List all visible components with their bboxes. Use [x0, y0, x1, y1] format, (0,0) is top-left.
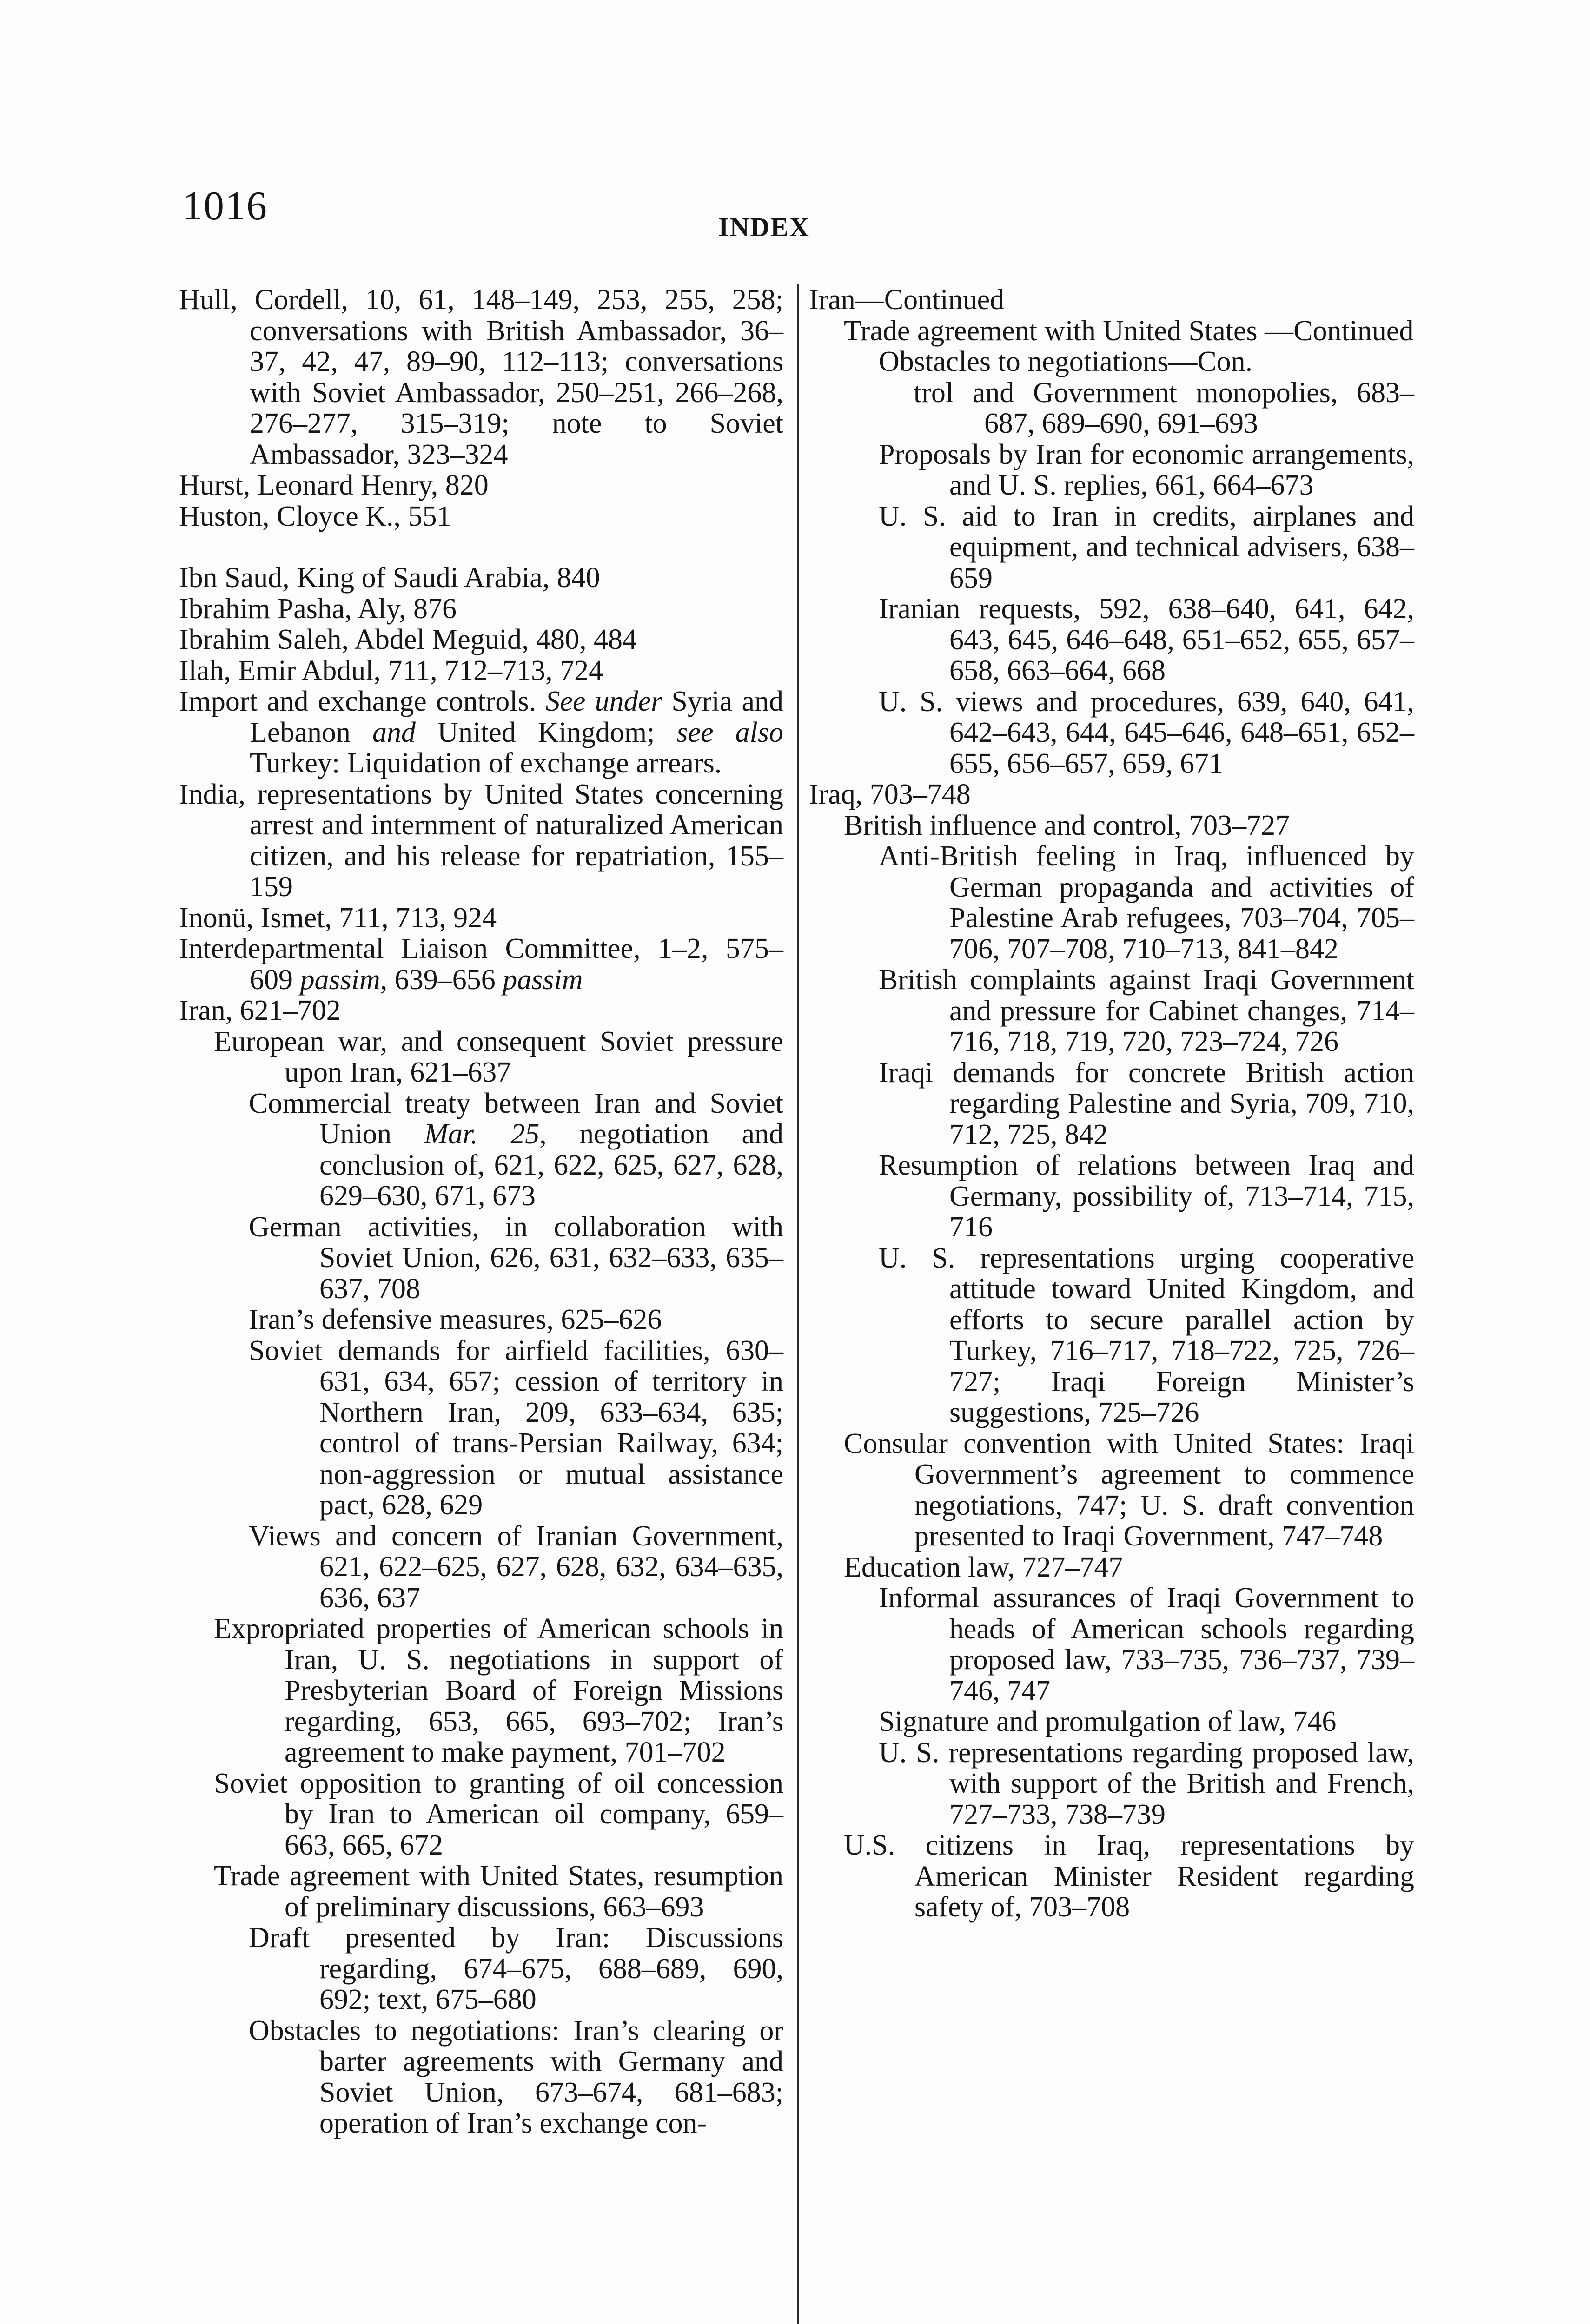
column-divider [797, 284, 799, 2324]
entry-text: Iraq, 703–748 [809, 779, 971, 810]
entry-text: Import and exchange controls. [179, 686, 546, 717]
entry-text: Trade agreement with United States, resumption of preliminary discussions, 663–693 [214, 1860, 783, 1923]
italic-text: Mar. 25 [424, 1118, 540, 1150]
index-subentry [179, 1861, 783, 1922]
index-entry [179, 594, 783, 625]
entry-text: Iraqi demands for concrete British action regarding Palestine and Syria, 709, 710, 712, 725, 842 [879, 1056, 1414, 1150]
index-subentry [179, 1088, 783, 1212]
index-subentry [809, 377, 1414, 439]
entry-text: Ilah, Emir Abdul, 711, 712–713, 724 [179, 654, 603, 687]
index-subentry [179, 1922, 783, 2015]
entry-text: Ibrahim Saleh, Abdel Meguid, 480, 484 [179, 624, 637, 655]
entry-text: Iran’s defensive measures, 625–626 [249, 1304, 662, 1335]
entry-text: Iranian requests, 592, 638–640, 641, 642, 643, 645, 646–648, 651–652, 655, 657–658, 663–664, 668 [879, 593, 1414, 687]
index-entry [179, 655, 783, 687]
entry-text: Hull, Cordell, 10, 61, 148–149, 253, 255, 258; conversations with British Ambassador, 36–37, 42, 47, 89–90, 112–113; conversations with Soviet Ambassador, 250–251, 266–268, 276–277, 315–319; note to Soviet Ambassador, 323–324 [179, 284, 783, 470]
index-subentry [179, 1335, 783, 1521]
entry-text: European war, and consequent Soviet pressure upon Iran, 621–637 [214, 1025, 783, 1088]
index-entry [179, 284, 783, 470]
entry-text: Signature and promulgation of law, 746 [879, 1706, 1337, 1737]
index-subentry [179, 2015, 783, 2139]
entry-text: , negotiation and conclusion of, 621, 622, 625, 627, 628, 629–630, 671, 673 [319, 1118, 783, 1212]
index-subentry [809, 346, 1414, 377]
entry-text: United Kingdom; [415, 716, 677, 748]
index-subentry [179, 1521, 783, 1614]
entry-text: U. S. views and procedures, 639, 640, 641, 642–643, 644, 645–646, 648–651, 652–655, 656–657, 659, 671 [879, 686, 1414, 779]
entry-text: Ibrahim Pasha, Aly, 876 [179, 593, 457, 625]
entry-text: Syria and Lebanon [250, 686, 783, 748]
index-entry [179, 562, 783, 594]
entry-text: Informal assurances of Iraqi Government to heads of American schools regarding proposed law, 733–735, 736–737, 739–746, 747 [879, 1582, 1414, 1707]
index-entry [179, 686, 783, 779]
entry-text: U. S. representations regarding proposed law, with support of the British and French, 727–733, 738–739 [879, 1736, 1414, 1830]
index-subentry [179, 1304, 783, 1335]
index-subentry [809, 501, 1414, 594]
index-letter-gap [179, 532, 783, 562]
index-subentry [809, 1057, 1414, 1150]
index-subentry [179, 1212, 783, 1305]
index-subentry [809, 810, 1414, 841]
entry-text: Interdepartmental Liaison Committee, 1–2, 575–609 [179, 933, 783, 996]
entry-text: Expropriated properties of American schools in Iran, U. S. negotiations in support of Presbyterian Board of Foreign Missions regarding, 653, 665, 693–702; Iran’s agreement to make payment, 701–702 [214, 1613, 783, 1768]
index-entry [809, 779, 1414, 810]
index-entry [179, 995, 783, 1026]
index-entry [809, 284, 1414, 316]
index-subentry [179, 1026, 783, 1088]
italic-text: passim [300, 964, 380, 996]
entry-text: British complaints against Iraqi Government and pressure for Cabinet changes, 714–716, 718, 719, 720, 723–724, 726 [879, 964, 1414, 1057]
entry-text: Draft presented by Iran: Discussions regarding, 674–675, 688–689, 690, 692; text, 675–680 [249, 1922, 783, 2015]
index-subentry [809, 687, 1414, 779]
index-subentry [809, 1830, 1414, 1923]
index-subentry [809, 841, 1414, 964]
index-subentry [809, 1737, 1414, 1830]
entry-text: Turkey: Liquidation of exchange arrears. [250, 747, 722, 779]
index-column-left [179, 284, 783, 2139]
entry-text: U.S. citizens in Iraq, representations by American Minister Resident regarding safety of, 703–708 [844, 1829, 1414, 1923]
entry-text: Hurst, Leonard Henry, 820 [179, 469, 489, 501]
italic-text: passim [503, 964, 583, 996]
entry-text: Iran—Continued [809, 284, 1005, 316]
running-head: INDEX [718, 212, 810, 242]
entry-text: German activities, in collaboration with Soviet Union, 626, 631, 632–633, 635–637, 708 [249, 1211, 783, 1305]
entry-text: India, representations by United States concerning arrest and internment of naturalized American citizen, and his release for repatriation, 155–159 [179, 778, 783, 903]
entry-text: Views and concern of Iranian Government, 621, 622–625, 627, 628, 632, 634–635, 636, 637 [249, 1520, 783, 1614]
entry-text: Anti-British feeling in Iraq, influenced by German propaganda and activities of Palestine Arab refugees, 703–704, 705–706, 707–708, 710–713, 841–842 [879, 840, 1414, 965]
index-subentry [809, 1552, 1414, 1583]
entry-text: Obstacles to negotiations: Iran’s clearing or barter agreements with Germany and Soviet Union, 673–674, 681–683; operation of Iran’s exchange con- [249, 2014, 783, 2139]
entry-text: Trade agreement with United States —Continued [844, 315, 1414, 347]
index-subentry [809, 1583, 1414, 1706]
index-subentry [809, 1706, 1414, 1737]
entry-text: Education law, 727–747 [844, 1551, 1123, 1583]
entry-text: Soviet demands for airfield facilities, 630–631, 634, 657; cession of territory in Northern Iran, 209, 633–634, 635; control of trans-Persian Railway, 634; non-aggression or mutual assistance pact, 628, 629 [249, 1334, 783, 1521]
index-subentry [809, 439, 1414, 501]
entry-text: Ibn Saud, King of Saudi Arabia, 840 [179, 562, 600, 594]
index-entry [179, 470, 783, 501]
page-number: 1016 [182, 184, 268, 229]
index-subentry [809, 1243, 1414, 1428]
entry-text: Soviet opposition to granting of oil concession by Iran to American oil company, 659–663, 665, 672 [214, 1767, 783, 1861]
italic-text: and [372, 716, 416, 748]
entry-text: Iran, 621–702 [179, 995, 341, 1026]
index-column-right [809, 284, 1414, 1923]
entry-text: , 639–656 [380, 964, 503, 996]
index-subentry [809, 316, 1414, 347]
index-subentry [809, 594, 1414, 687]
entry-text: British influence and control, 703–727 [844, 809, 1290, 841]
index-subentry [809, 1428, 1414, 1552]
entry-text: trol and Government monopolies, 683–687, 689–690, 691–693 [914, 376, 1414, 439]
index-entry [179, 903, 783, 934]
entry-text: Commercial treaty between Iran and Soviet Union [249, 1087, 783, 1150]
entry-text: Inonü, Ismet, 711, 713, 924 [179, 902, 497, 934]
index-subentry [809, 964, 1414, 1057]
entry-text: Obstacles to negotiations—Con. [879, 346, 1253, 377]
entry-text: Proposals by Iran for economic arrangements, and U. S. replies, 661, 664–673 [879, 438, 1414, 501]
index-subentry [179, 1768, 783, 1861]
italic-text: See under [545, 686, 662, 717]
italic-text: see also [676, 716, 783, 748]
entry-text: Huston, Cloyce K., 551 [179, 500, 451, 532]
entry-text: U. S. representations urging cooperative attitude toward United Kingdom, and efforts to secure parallel action by Turkey, 716–717, 718–722, 725, 726–727; Iraqi Foreign Minister’s suggestions, 725–726 [879, 1242, 1414, 1428]
entry-text: Resumption of relations between Iraq and Germany, possibility of, 713–714, 715, 716 [879, 1149, 1414, 1243]
entry-text: U. S. aid to Iran in credits, airplanes and equipment, and technical advisers, 638–659 [879, 500, 1414, 594]
index-entry [179, 501, 783, 532]
index-subentry [809, 1150, 1414, 1243]
index-entry [179, 779, 783, 903]
index-subentry [179, 1613, 783, 1768]
index-entry [179, 933, 783, 995]
index-entry [179, 624, 783, 655]
entry-text: Consular convention with United States: Iraqi Government’s agreement to commence negotiations, 747; U. S. draft convention presented to Iraqi Government, 747–748 [844, 1427, 1414, 1552]
